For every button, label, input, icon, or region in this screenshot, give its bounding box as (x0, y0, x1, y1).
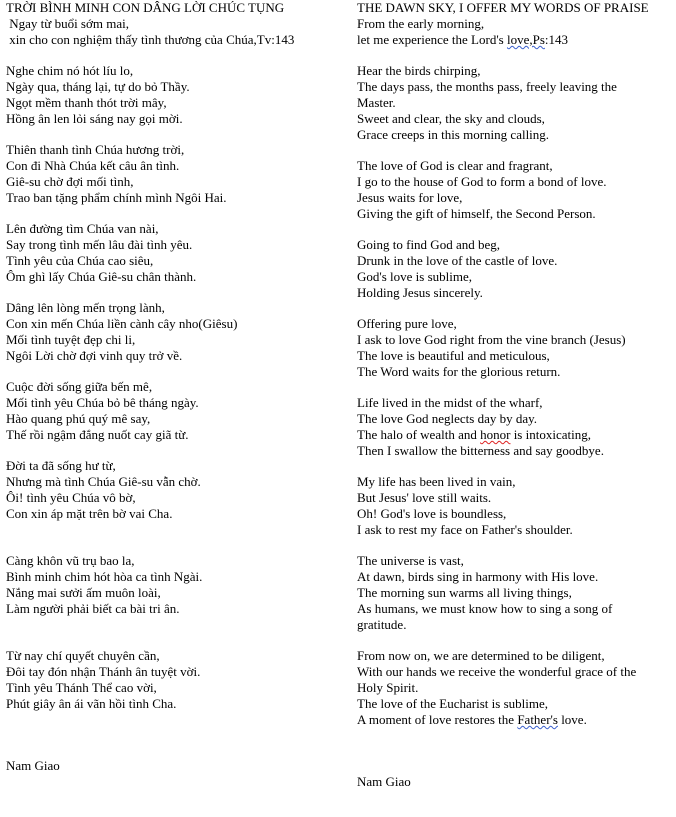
verse-line: Đôi tay đón nhận Thánh ân tuyệt vời. (6, 664, 201, 679)
verse-line: The Word waits for the glorious return. (357, 364, 561, 379)
stanza (6, 63, 346, 127)
verse-line: Con đi Nhà Chúa kết câu ân tình. (6, 158, 180, 173)
verse-line: Holding Jesus sincerely. (357, 285, 483, 300)
poem-title: THE DAWN SKY, I OFFER MY WORDS OF PRAISE (357, 0, 649, 15)
stanza (357, 395, 673, 459)
verse-line: Nhưng mà tình Chúa Giê-su vẫn chờ. (6, 474, 201, 489)
intro-line (357, 32, 673, 48)
stanza (6, 553, 346, 617)
verse-line: Tình yêu của Chúa cao siêu, (6, 253, 154, 268)
verse-line: The halo of wealth and honor is intoxicating, (357, 427, 591, 442)
verse-line: Phút giây ân ái vãn hồi tình Cha. (6, 696, 177, 711)
verse-line: My life has been lived in vain, (357, 474, 516, 489)
verse-line: As humans, we must know how to sing a song of (357, 601, 613, 616)
verse-line: Grace creeps in this morning calling. (357, 127, 550, 142)
verse-line: Nghe chim nó hót líu lo, (6, 63, 134, 78)
verse-line: Jesus waits for love, (357, 190, 463, 205)
verse-line: Nắng mai sưởi ấm muôn loài, (6, 585, 161, 600)
verse-line: I go to the house of God to form a bond of love. (357, 174, 607, 189)
verse-line: Cuộc đời sống giữa bến mê, (6, 379, 153, 394)
stanza (357, 553, 673, 633)
verse-line: God's love is sublime, (357, 269, 473, 284)
verse-line: The love God neglects day by day. (357, 411, 538, 426)
verse-line: Mối tình yêu Chúa bỏ bê tháng ngày. (6, 395, 199, 410)
verse-line: Thiên thanh tình Chúa hương trời, (6, 142, 185, 157)
intro-line: xin cho con nghiệm thấy tình thương của Chúa,Tv:143 (6, 32, 295, 47)
verse-line: gratitude. (357, 617, 407, 632)
stanza (6, 458, 346, 522)
verse-line: Hồng ân len lỏi sáng nay gọi mời. (6, 111, 183, 126)
author-signature: Nam Giao (357, 774, 411, 789)
stanza (6, 142, 346, 206)
verse-line: Say trong tình mến lâu đài tình yêu. (6, 237, 193, 252)
verse-line: Lên đường tìm Chúa van nài, (6, 221, 159, 236)
stanza (6, 221, 346, 285)
stanza (6, 379, 346, 443)
verse-line: Ngày qua, tháng lại, tự do bỏ Thầy. (6, 79, 190, 94)
verse-line: With our hands we receive the wonderful grace of the (357, 664, 637, 679)
stanza (357, 63, 673, 143)
verse-line: Dâng lên lòng mến trọng lành, (6, 300, 165, 315)
verse-line: Ôi! tình yêu Chúa vô bờ, (6, 490, 136, 505)
verse-line: The love is beautiful and meticulous, (357, 348, 550, 363)
poem-title: TRỜI BÌNH MINH CON DÂNG LỜI CHÚC TỤNG (6, 0, 285, 15)
verse-line: Mối tình tuyệt đẹp chi li, (6, 332, 136, 347)
verse-line: The universe is vast, (357, 553, 464, 568)
verse-line: I ask to love God right from the vine branch (Jesus) (357, 332, 626, 347)
verse-line: Then I swallow the bitterness and say goodbye. (357, 443, 604, 458)
stanza (357, 316, 673, 380)
verse-line: A moment of love restores the Father's love. (357, 712, 587, 727)
verse-line: Con xin áp mặt trên bờ vai Cha. (6, 506, 173, 521)
verse-line: From now on, we are determined to be diligent, (357, 648, 605, 663)
verse-line: The love of God is clear and fragrant, (357, 158, 553, 173)
verse-line: At dawn, birds sing in harmony with His love. (357, 569, 599, 584)
verse-line: Trao ban tặng phẩm chính mình Ngôi Hai. (6, 190, 227, 205)
verse-line: Ngọt mềm thanh thót trời mây, (6, 95, 167, 110)
verse-line: Ôm ghì lấy Chúa Giê-su chân thành. (6, 269, 197, 284)
verse-line: Holy Spirit. (357, 680, 419, 695)
verse-line: Going to find God and beg, (357, 237, 500, 252)
stanza (357, 474, 673, 538)
verse-line: The morning sun warms all living things, (357, 585, 572, 600)
stanza (357, 237, 673, 301)
verse-line: Đời ta đã sống hư từ, (6, 458, 116, 473)
verse-line: Thế rồi ngậm đắng nuốt cay giã từ. (6, 427, 189, 442)
verse-line: Sweet and clear, the sky and clouds, (357, 111, 545, 126)
spellcheck-mark: Father's (517, 712, 558, 727)
verse-line: Làm người phải biết ca bài tri ân. (6, 601, 180, 616)
verse-line: Ngôi Lời chờ đợi vinh quy trở về. (6, 348, 183, 363)
verse-line: Càng khôn vũ trụ bao la, (6, 553, 135, 568)
verse-line: Drunk in the love of the castle of love. (357, 253, 558, 268)
intro-line: From the early morning, (357, 16, 485, 31)
spellcheck-mark: honor (480, 427, 511, 442)
verse-line: Giving the gift of himself, the Second Person. (357, 206, 596, 221)
verse-line: Hào quang phú quý mê say, (6, 411, 151, 426)
stanza (357, 648, 673, 728)
intro-text: let me experience the Lord's love,Ps:143 (357, 32, 569, 47)
verse-line: Offering pure love, (357, 316, 457, 331)
verse-line: Giê-su chờ đợi mối tình, (6, 174, 134, 189)
verse-line: The love of the Eucharist is sublime, (357, 696, 548, 711)
vietnamese-poem-column (6, 0, 346, 774)
verse-line: Hear the birds chirping, (357, 63, 481, 78)
verse-line: I ask to rest my face on Father's shoulder. (357, 522, 573, 537)
verse-line: Life lived in the midst of the wharf, (357, 395, 543, 410)
verse-line: Từ nay chí quyết chuyên cần, (6, 648, 160, 663)
verse-line: But Jesus' love still waits. (357, 490, 492, 505)
spellcheck-mark: love,Ps (506, 32, 545, 47)
verse-line: Bình minh chim hót hòa ca tình Ngài. (6, 569, 203, 584)
intro-line: Ngay từ buổi sớm mai, (6, 16, 129, 31)
stanza (6, 648, 346, 712)
verse-line: The days pass, the months pass, freely leaving the (357, 79, 617, 94)
verse-line: Oh! God's love is boundless, (357, 506, 507, 521)
stanza (357, 158, 673, 222)
verse-line: Tình yêu Thánh Thể cao vời, (6, 680, 157, 695)
verse-line: Con xin mến Chúa liền cành cây nho(Giêsu) (6, 316, 238, 331)
verse-line: Master. (357, 95, 396, 110)
english-poem-column (357, 0, 673, 790)
stanza (6, 300, 346, 364)
author-signature: Nam Giao (6, 758, 60, 773)
